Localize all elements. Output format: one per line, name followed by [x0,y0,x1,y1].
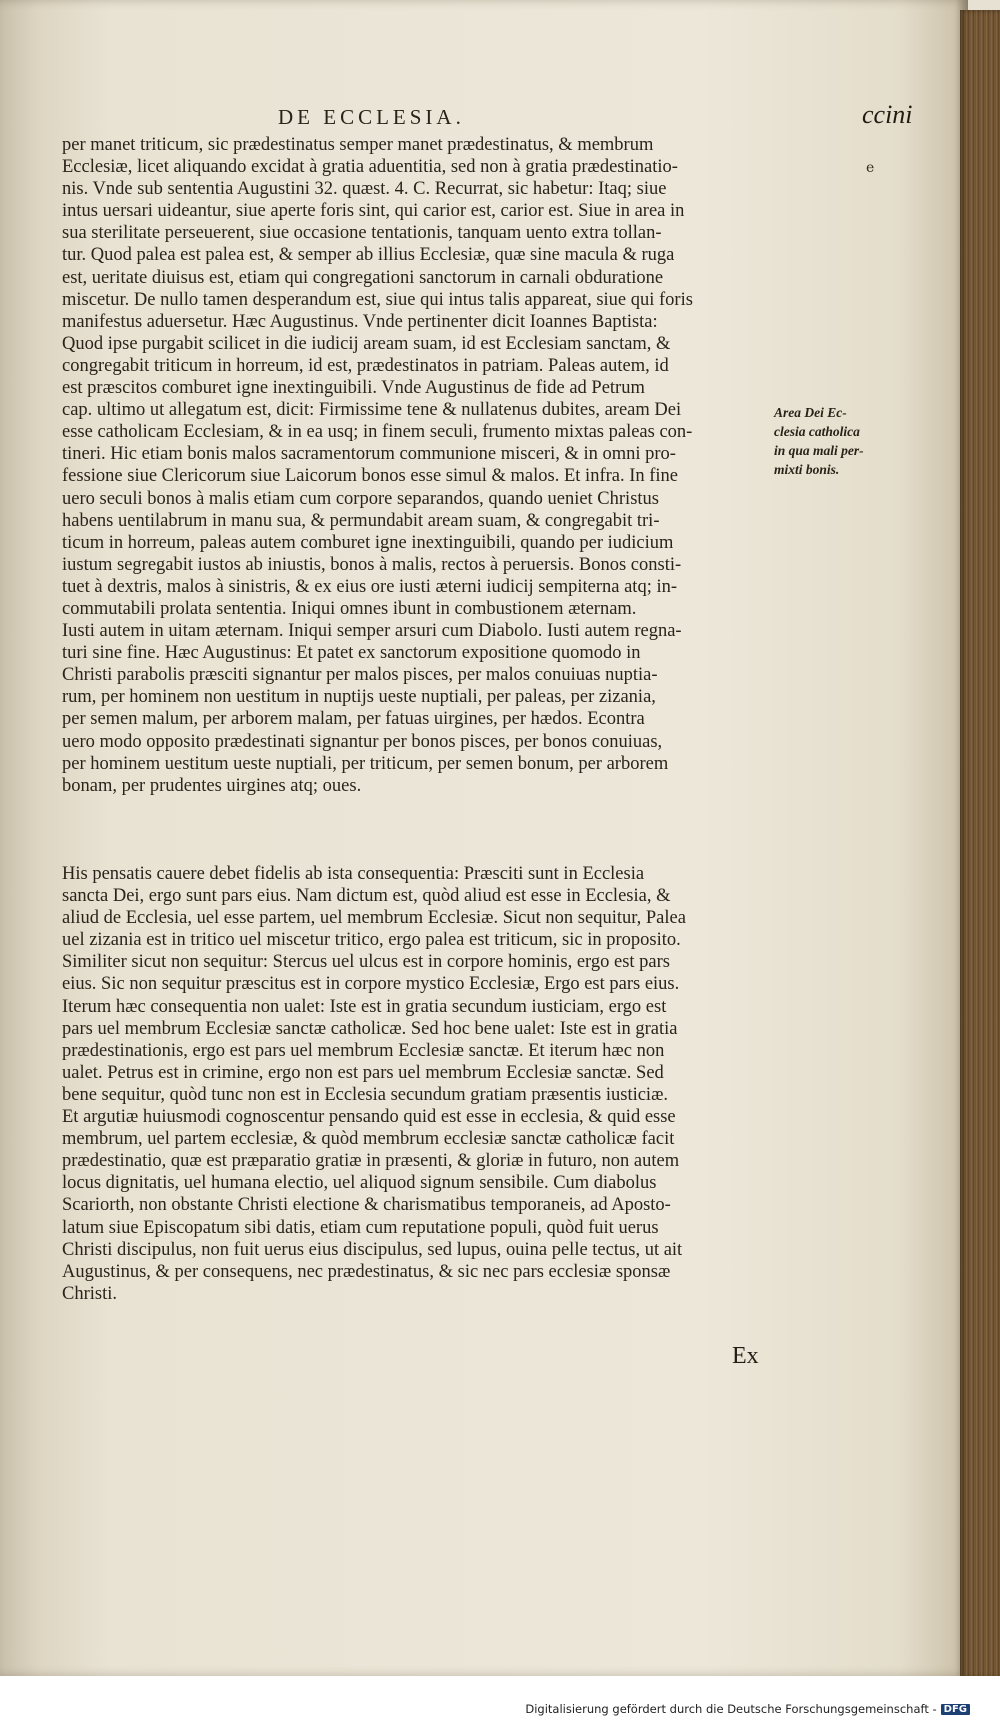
text-line: turi sine fine. Hæc Augustinus: Et patet ex sanctorum expositione quomodo in [62,643,641,664]
text-line: esse catholicam Ecclesiam, & in ea usq; in finem seculi, frumento mixtas paleas con- [62,422,693,443]
paragraph-2 [62,863,774,1305]
text-line: congregabit triticum in horreum, id est, prædestinatos in patriam. Paleas autem, id [62,355,669,376]
text-line: sua sterilitate perseuerent, siue occasione tentationis, tanquam uento extra tollan- [62,223,662,244]
text-line: per manet triticum, sic prædestinatus semper manet prædestinatus, & membrum [62,135,654,155]
text-line: Christi. [62,1283,117,1304]
text-line: latum siue Episcopatum sibi datis, etiam cum reputatione populi, quòd fuit uerus [62,1217,659,1238]
text-line: miscetur. De nullo tamen desperandum est, siue qui intus talis appareat, siue qui foris [62,289,693,310]
text-line: bonam, per prudentes uirgines atq; oues. [62,775,362,796]
folio-number: ccini [862,100,913,129]
text-line: tur. Quod palea est palea est, & semper ab illius Ecclesiæ, quæ sine macula & ruga [62,245,675,266]
text-line: uero modo opposito prædestinati signantur per bonos pisces, per bonos conuiuas, [62,731,663,752]
text-line: ticum in horreum, paleas autem comburet igne inextinguibili, quando per iudicium [62,532,674,553]
text-line: habens uentilabrum in manu sua, & permundabit aream suam, & congregabit tri- [62,510,660,531]
text-line: est, ueritate diuisus est, etiam qui congregationi sanctorum in carnali obduratione [62,267,664,288]
paragraph-1 [62,134,774,797]
text-line: Scariorth, non obstante Christi electione & charismatibus temporaneis, ad Aposto- [62,1195,671,1216]
text-line: Similiter sicut non sequitur: Stercus uel ulcus est in corpore hominis, ergo est pars [62,952,671,973]
text-line: membrum, uel partem ecclesiæ, & quòd membrum ecclesiæ sanctæ catholicæ facit [62,1129,675,1150]
catchword: Ex [732,1343,759,1369]
text-line: intus uersari uideantur, siue aperte foris sint, qui carior est, carior est. Siue in area in [62,201,685,222]
margin-note-line: mixti bonis. [774,462,840,477]
margin-note-line: clesia catholica [774,424,860,439]
text-line: locus dignitatis, uel humana electio, uel aliquod signum sensibile. Cum diabolus [62,1173,657,1194]
text-line: rum, per hominem non uestitum in nuptijs ueste nuptiali, per paleas, per zizania, [62,687,656,708]
running-head: DE ECCLESIA. [278,105,465,129]
margin-note-line: Area Dei Ec- [774,405,847,420]
text-line: iustum segregabit iustos ab iniustis, bonos à malis, rectos à peruersis. Bonos consti- [62,554,682,575]
text-line: pars uel membrum Ecclesiæ sanctæ catholicæ. Sed hoc bene ualet: Iste est in gratia [62,1018,678,1039]
book-fore-edge [960,10,1000,1678]
text-line: Iterum hæc consequentia non ualet: Iste est in gratia secundum iusticiam, ergo est [62,996,667,1017]
text-line: aliud de Ecclesia, uel esse partem, uel membrum Ecclesiæ. Sicut non sequitur, Palea [62,908,686,929]
margin-mark: e [866,160,875,176]
text-line: uero seculi bonos à malis etiam cum corpore separandos, quando ueniet Christus [62,488,659,509]
dfg-logo: DFG [941,1704,970,1715]
funding-footer [525,1702,970,1716]
text-line: cap. ultimo ut allegatum est, dicit: Firmissime tene & nullatenus dubites, aream Dei [62,400,682,421]
text-line: ualet. Petrus est in crimine, ergo non est pars uel membrum Ecclesiæ sanctæ. Sed [62,1062,664,1083]
text-line: Quod ipse purgabit scilicet in die iudicij aream suam, id est Ecclesiam sanctam, & [62,333,671,354]
text-line: eius. Sic non sequitur præscitus est in corpore mystico Ecclesiæ, Ergo est pars eius. [62,974,680,995]
text-line: uel zizania est in tritico uel miscetur tritico, ergo palea est triticum, sic in proposito. [62,930,681,951]
text-line: prædestinatio, quæ est præparatio gratiæ in præsenti, & gloriæ in futuro, non autem [62,1151,680,1172]
text-line: Christi discipulus, non fuit uerus eius discipulus, sed lupus, ouina pelle tectus, ut ait [62,1239,683,1260]
text-line: tineri. Hic etiam bonis malos sacramentorum communione misceri, & in omni pro- [62,444,676,465]
text-line: tuet à dextris, malos à sinistris, & ex eius ore iusti æterni iudicij sempiterna atq; in- [62,576,678,597]
text-line: commutabili prolata sententia. Iniqui omnes ibunt in combustionem æternam. [62,598,637,619]
text-line: His pensatis cauere debet fidelis ab ista consequentia: Præsciti sunt in Ecclesia [62,864,645,884]
text-line: per semen malum, per arborem malam, per fatuas uirgines, per hædos. Econtra [62,709,645,730]
text-line: Et argutiæ huiusmodi cognoscentur pensando quid est esse in ecclesia, & quid esse [62,1107,676,1128]
text-line: nis. Vnde sub sententia Augustini 32. quæst. 4. C. Recurrat, sic habetur: Itaq; siue [62,179,667,200]
text-line: Iusti autem in uitam æternam. Iniqui semper arsuri cum Diabolo. Iusti autem regna- [62,621,682,642]
margin-note-line: in qua mali per- [774,443,864,458]
text-line: bene sequitur, quòd tunc non est in Ecclesia secundum gratiam præsentis iusticiæ. [62,1084,669,1105]
text-line: per hominem uestitum ueste nuptiali, per triticum, per semen bonum, per arborem [62,753,669,774]
text-line: Ecclesiæ, licet aliquando excidat à gratia aduentitia, sed non à gratia prædestinatio- [62,157,678,178]
marginal-note [774,403,894,479]
text-line: Christi parabolis præsciti signantur per malos pisces, per malos conuiuas nuptia- [62,665,658,686]
text-line: prædestinationis, ergo est pars uel membrum Ecclesiæ sanctæ. Et iterum hæc non [62,1040,665,1061]
text-line: Augustinus, & per consequens, nec prædestinatus, & sic nec pars ecclesiæ sponsæ [62,1261,671,1282]
text-line: sancta Dei, ergo sunt pars eius. Nam dictum est, quòd aliud est esse in Ecclesia, & [62,886,671,907]
text-line: est præscitos comburet igne inextinguibili. Vnde Augustinus de fide ad Petrum [62,378,645,399]
funding-text: Digitalisierung gefördert durch die Deutsche Forschungsgemeinschaft - [525,1702,937,1716]
text-line: fessione siue Clericorum siue Laicorum bonos esse simul & malos. Et infra. In fine [62,466,679,487]
text-line: manifestus aduersetur. Hæc Augustinus. Vnde pertinenter dicit Ioannes Baptista: [62,311,658,332]
